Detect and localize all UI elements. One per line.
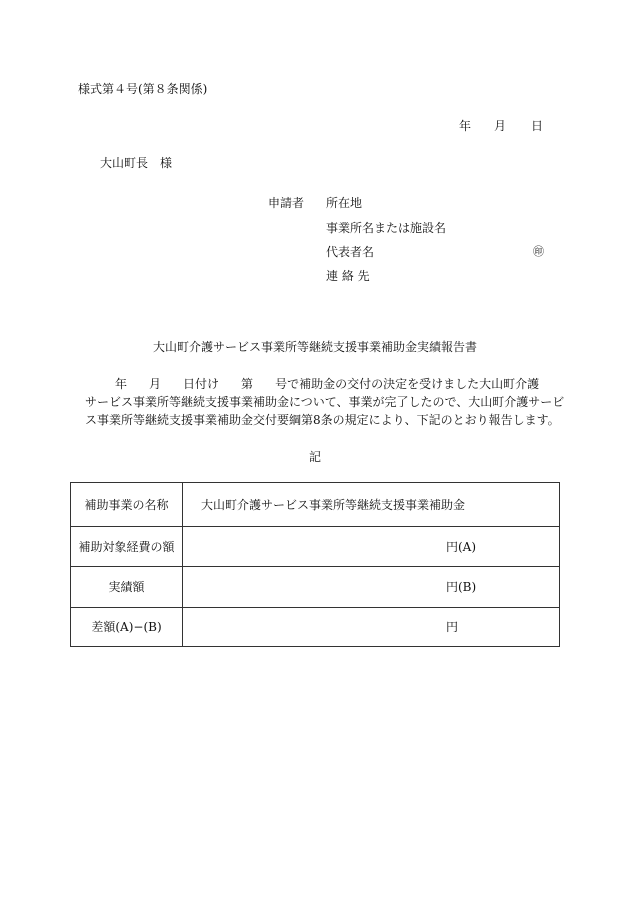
row-label-eligible-cost: 補助対象経費の額: [71, 527, 183, 567]
row-label-difference: 差額(A)−(B): [71, 608, 183, 647]
body-line-2: サービス事業所等継続支援事業補助金について、事業が完了したので、大山町介護サービ: [85, 395, 565, 409]
field-facility-name: 事業所名または施設名: [326, 221, 447, 235]
document-title: 大山町介護サービス事業所等継続支援事業補助金実績報告書: [152, 340, 477, 354]
date-month-label: 月: [494, 119, 507, 133]
row-value-eligible-cost: [183, 527, 560, 567]
field-address: 所在地: [326, 196, 363, 210]
form-number: 様式第４号(第８条関係): [78, 82, 208, 96]
row-label-project-name: 補助事業の名称: [71, 483, 183, 527]
body-line-1-rest: 号で補助金の交付の決定を受けました大山町介護: [275, 377, 540, 391]
ki-heading: 記: [308, 450, 321, 464]
field-contact: 連 絡 先: [326, 269, 370, 283]
applicant-label: 申請者: [268, 196, 305, 210]
date-year-label: 年: [459, 119, 472, 133]
date-day-label: 日: [531, 119, 544, 133]
row-value-project-name: 大山町介護サービス事業所等継続支援事業補助金: [183, 483, 560, 527]
table-row: [71, 483, 560, 527]
body-month: 月: [149, 377, 162, 391]
amount-unit-diff: 円: [446, 620, 459, 634]
amount-unit-a: 円(A): [446, 539, 477, 554]
amount-unit-b: 円(B): [446, 580, 477, 594]
addressee: 大山町長 様: [100, 156, 173, 170]
body-year: 年: [115, 377, 128, 391]
seal-mark: ㊞: [533, 245, 544, 258]
table-row: [71, 527, 560, 567]
row-value-actual-amount: [183, 567, 560, 608]
body-dated: 日付け: [183, 377, 220, 391]
table-row: [71, 567, 560, 608]
table-row: [71, 608, 560, 647]
field-representative: 代表者名: [326, 245, 375, 259]
body-number-prefix: 第: [241, 377, 254, 391]
report-table: [70, 482, 560, 647]
body-line-1: [85, 378, 539, 390]
row-label-actual-amount: 実績額: [71, 567, 183, 608]
row-value-difference: [183, 608, 560, 647]
body-line-3: ス事業所等継続支援事業補助金交付要綱第8条の規定により、下記のとおり報告します。: [85, 413, 560, 427]
